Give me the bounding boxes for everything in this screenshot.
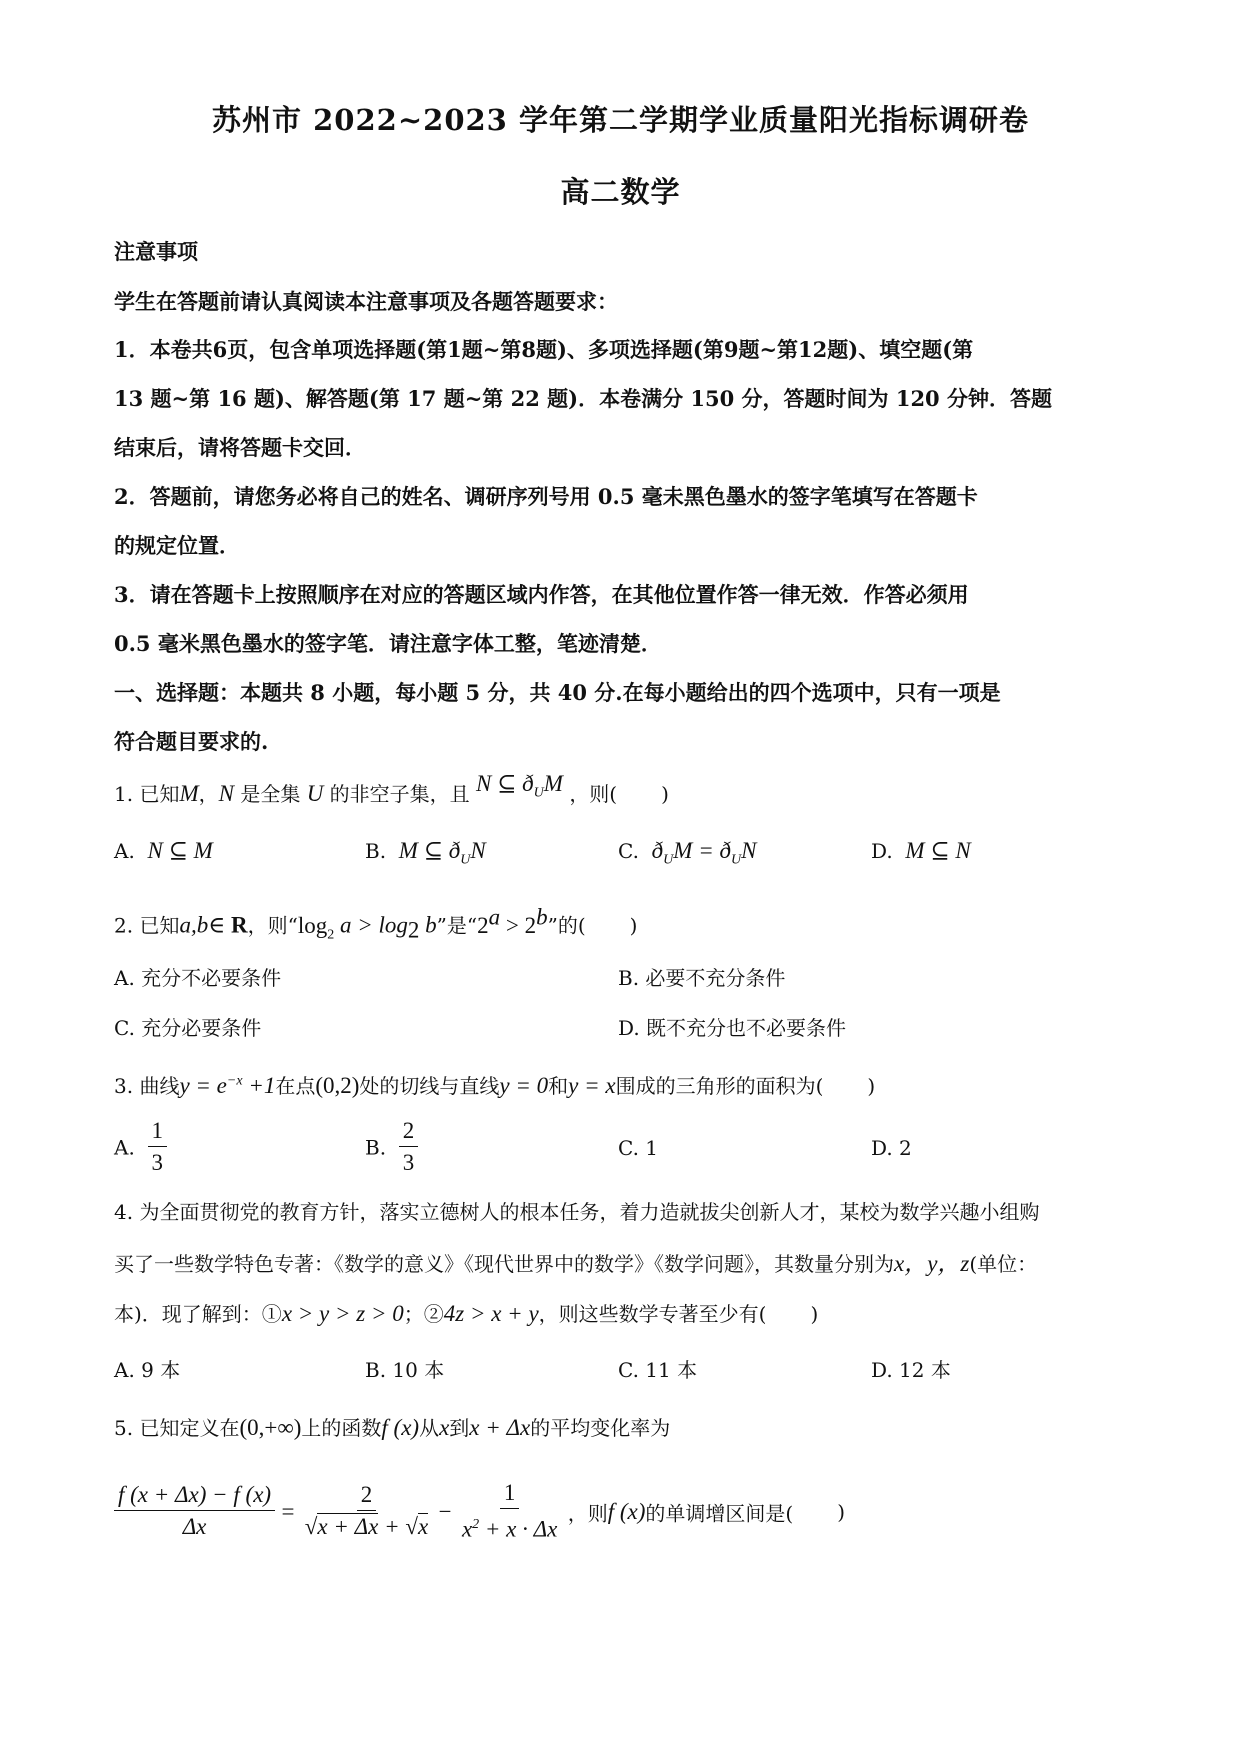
question-1-stem: 1. 已知M，N 是全集 U 的非空子集，且 N ⊆ $ð_UM$ ，则( ) bbox=[114, 771, 669, 806]
notice-item-1-line-1: 1．本卷共6页，包含单项选择题(第1题~第8题)、多项选择题(第9题~第12题)、填空题(第 bbox=[114, 337, 974, 362]
question-2-stem: 2. 已知a,b∈ R，则“$\log_2$ $a > \log_2 b$”是“$2^a > 2^b$”的( ) bbox=[114, 904, 638, 943]
notice-intro: 学生在答题前请认真阅读本注意事项及各题答题要求： bbox=[114, 289, 618, 314]
q5-term-2-fraction: $\frac{1}{x^2 + x \cdot \Delta x}$ bbox=[461, 1480, 558, 1542]
q3-option-b: B. $\frac{2}{3}$ bbox=[365, 1116, 418, 1179]
q1-option-c: C. $ð_UM$ = $ð_UN$ bbox=[618, 838, 757, 868]
q4-option-c: C. 11 本 bbox=[618, 1358, 698, 1382]
question-5-formula: $\frac{f (x + \Delta x) - f (x)}{\Delta x}$ = $\frac{2}{√x + \Delta x + √x}$ − $\frac{1}{x^2 + x \cdot \Delta x}$ ，则f (x)的单调增区间是( ) bbox=[114, 1478, 845, 1546]
question-3-stem: 3. 曲线$y = e^{-x} +1$在点(0,2)处的切线与直线y = 0和y = x围成的三角形的面积为( ) bbox=[114, 1073, 876, 1098]
q3-option-d: D. 2 bbox=[871, 1136, 912, 1160]
notice-item-3-line-2: 0.5 毫米黑色墨水的签字笔．请注意字体工整，笔迹清楚． bbox=[114, 631, 662, 656]
question-4-line-1: 4. 为全面贯彻党的教育方针，落实立德树人的根本任务，着力造就拔尖创新人才，某校为数学兴趣小组购 bbox=[114, 1200, 1040, 1224]
q2-option-b: B. 必要不充分条件 bbox=[618, 966, 786, 990]
q3-option-a: A. $\frac{1}{3}$ bbox=[114, 1116, 167, 1179]
q1-condition: N ⊆ $ð_UM$ bbox=[476, 771, 563, 801]
q1-option-d: D. M ⊆ N bbox=[871, 838, 971, 863]
q2-option-a: A. 充分不必要条件 bbox=[114, 966, 282, 990]
section-1-line-1: 一、选择题：本题共 8 小题，每小题 5 分，共 40 分.在每小题给出的四个选项中，只有一项是 bbox=[114, 680, 1001, 705]
notice-item-3-line-1: 3．请在答题卡上按照顺序在对应的答题区域内作答，在其他位置作答一律无效．作答必须用 bbox=[114, 582, 969, 607]
question-4-line-2: 买了一些数学特色专著：《数学的意义》《现代世界中的数学》《数学问题》，其数量分别为x，y，z(单位： bbox=[114, 1251, 1038, 1276]
q1-text: 1. 已知 bbox=[114, 782, 180, 806]
exam-subtitle: 高二数学 bbox=[560, 175, 681, 209]
q3-option-c: C. 1 bbox=[618, 1136, 659, 1160]
q4-option-d: D. 12 本 bbox=[871, 1358, 951, 1382]
q5-lhs-fraction: $\frac{f (x + \Delta x) - f (x)}{\Delta x}$ bbox=[114, 1480, 275, 1543]
q1-option-b: B. M ⊆ $ð_UN$ bbox=[365, 838, 486, 868]
exam-title: 苏州市 2022~2023 学年第二学期学业质量阳光指标调研卷 bbox=[212, 103, 1029, 137]
question-4-line-3: 本)．现了解到：①x > y > z > 0；②4z > x + y，则这些数学专著至少有( ) bbox=[114, 1301, 819, 1326]
notice-item-2-line-1: 2．答题前，请您务必将自己的姓名、调研序列号用 0.5 毫未黑色墨水的签字笔填写在答题卡 bbox=[114, 484, 978, 509]
notice-item-1-line-3: 结束后，请将答题卡交回． bbox=[114, 435, 366, 460]
notice-item-1-line-2: 13 题~第 16 题)、解答题(第 17 题~第 22 题)．本卷满分 150 分，答题时间为 120 分钟．答题 bbox=[114, 386, 1052, 411]
q2-option-d: D. 既不充分也不必要条件 bbox=[618, 1016, 847, 1040]
q5-term-1-fraction: $\frac{2}{√x + \Delta x + √x}$ bbox=[304, 1482, 429, 1540]
q4-option-a: A. 9 本 bbox=[114, 1358, 181, 1382]
q1-option-a: A. N ⊆ M bbox=[114, 838, 213, 863]
notice-heading: 注意事项 bbox=[114, 239, 198, 264]
q4-option-b: B. 10 本 bbox=[365, 1358, 445, 1382]
notice-item-2-line-2: 的规定位置． bbox=[114, 533, 240, 558]
question-5-stem: 5. 已知定义在(0,+∞)上的函数f (x)从x到x + Δx的平均变化率为 bbox=[114, 1415, 671, 1440]
q2-option-c: C. 充分必要条件 bbox=[114, 1016, 262, 1040]
section-1-line-2: 符合题目要求的. bbox=[114, 729, 269, 754]
